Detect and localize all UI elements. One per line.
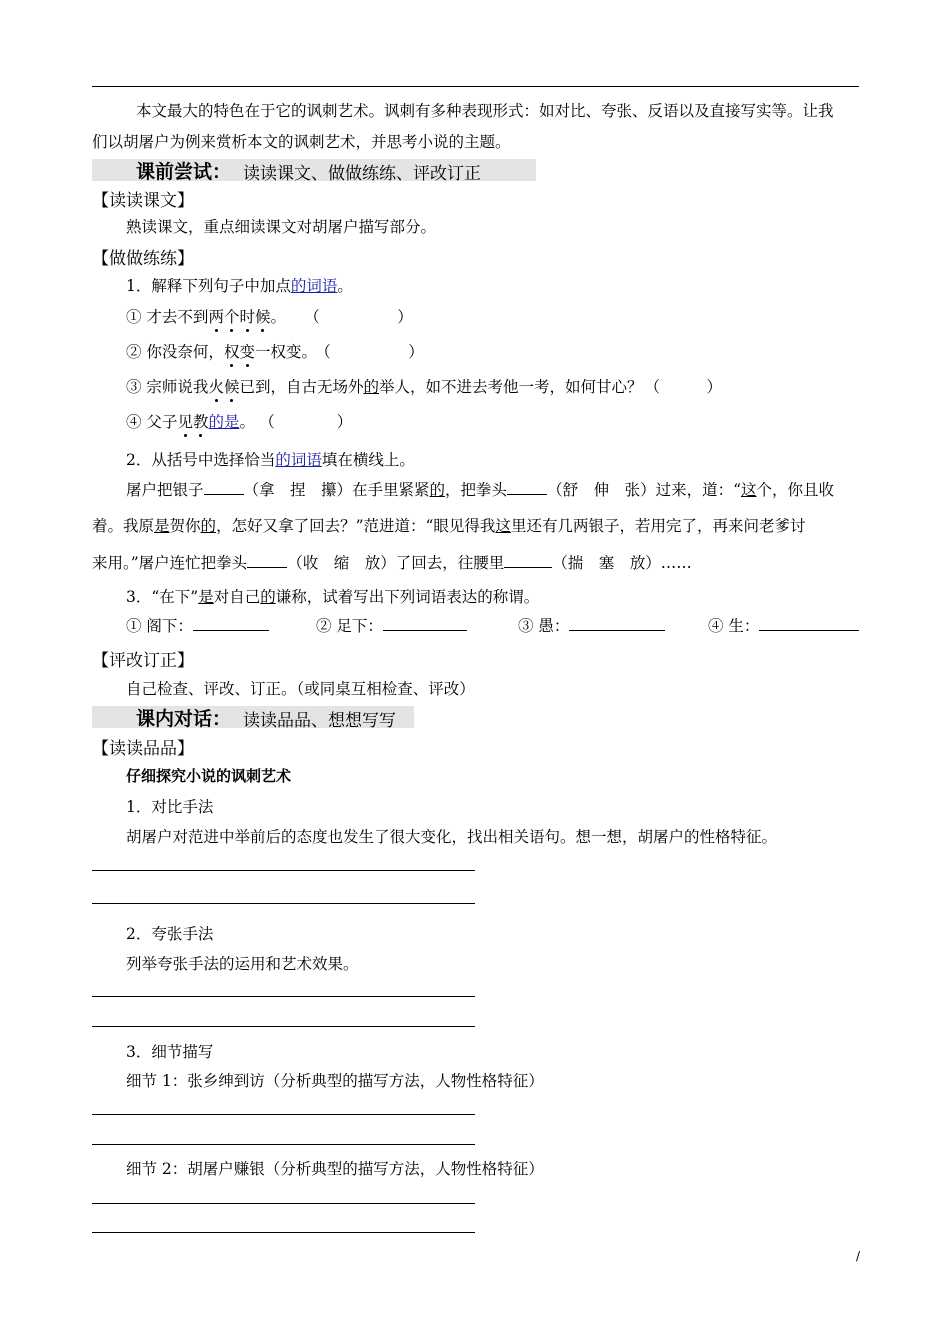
sentence-4: [126, 410, 352, 432]
section-subtitle: 读读品品、想想写写: [243, 711, 396, 731]
s4-end: 。: [239, 413, 255, 431]
sentence-1: [126, 305, 413, 327]
intro-line-2: 们以胡屠户为例来赏析本文的讽刺艺术，并思考小说的主题。: [92, 133, 511, 151]
item-exaggeration-body: 列举夸张手法的运用和艺术效果。: [126, 955, 359, 973]
s2-end: 一权变。: [254, 343, 317, 361]
fill-blank[interactable]: [569, 630, 665, 631]
answer-paren: （ ）: [312, 308, 413, 326]
dotted-char: 个: [224, 305, 240, 327]
q3-b: 对自己: [213, 588, 261, 606]
q2l2-b: 贺你: [169, 517, 201, 535]
appreciate-heading: 【读读品品】: [92, 739, 194, 759]
answer-paren: （ ）: [322, 343, 424, 361]
dotted-char: 时: [239, 305, 255, 327]
answer-line[interactable]: [92, 870, 475, 871]
underlined-char: 是: [154, 517, 170, 535]
underlined-char: 的: [363, 378, 379, 396]
q3-item-label: ① 阁下：: [126, 617, 193, 635]
section-subtitle: 读读课文、做做练练、评改订正: [243, 164, 481, 184]
detail-1: 细节 1：张乡绅到访（分析典型的描写方法，人物性格特征）: [126, 1072, 544, 1090]
intro-line-1: 本文最大的特色在于它的讽刺艺术。讽刺有多种表现形式：如对比、夸张、反语以及直接写实等。让我: [136, 102, 834, 120]
fill-blank[interactable]: [507, 494, 547, 495]
fill-blank[interactable]: [383, 630, 467, 631]
answer-line[interactable]: [92, 903, 475, 904]
section-header-in-class: [92, 706, 414, 731]
item-contrast: 1．对比手法: [126, 798, 214, 816]
q3-item-label: ④ 生：: [708, 617, 760, 635]
fill-blank[interactable]: [759, 630, 859, 631]
answer-line[interactable]: [92, 1232, 475, 1233]
fill-blank[interactable]: [193, 630, 269, 631]
item-detail: 3．细节描写: [126, 1043, 214, 1061]
sentence-3: [126, 375, 722, 397]
dotted-char: 候: [224, 375, 240, 397]
q2l1-b: （拿 捏 攥）在手里紧紧: [243, 481, 430, 499]
q3-item-2: [316, 614, 467, 636]
s1-end: 。: [270, 308, 287, 326]
answer-line[interactable]: [92, 1114, 475, 1115]
q2-line-2: [92, 514, 805, 536]
section-header-pre-class: [92, 159, 536, 184]
s4-text: ④ 父子: [126, 413, 178, 431]
sentence-2: [126, 340, 424, 362]
q1-suffix: 。: [337, 277, 353, 295]
q2l3-a: 来用。”屠户连忙把拳头: [92, 554, 248, 572]
q2l1-a: 屠户把银子: [126, 481, 204, 499]
fill-blank[interactable]: [204, 494, 244, 495]
answer-paren: （ ）: [644, 378, 723, 396]
question-1: [126, 274, 353, 296]
q2-suffix: 填在横线上。: [321, 451, 415, 469]
dotted-char: 权: [224, 340, 240, 362]
q3-item-label: ② 足下：: [316, 617, 383, 635]
section-title: 课内对话：: [136, 708, 232, 730]
q2l3-c: （揣 塞 放）……: [552, 554, 692, 572]
underlined-char: 的: [200, 517, 217, 535]
read-text-heading: 【读读课文】: [92, 191, 194, 211]
item-contrast-body: 胡屠户对范进中举前后的态度也发生了很大变化，找出相关语句。想一想，胡屠户的性格特征。: [126, 828, 778, 846]
s3-mid: 已到，自古无场外: [239, 378, 364, 396]
q3-item-1: [126, 614, 269, 636]
q2l2-a: 着。我原: [92, 517, 155, 535]
dotted-char: 火: [208, 375, 224, 397]
q2l1-c: ，把拳头: [445, 481, 508, 499]
q2l1-d: （舒 伸 张）过来，道：“: [547, 481, 741, 499]
s2-text: ② 你没奈何，: [126, 343, 224, 361]
detail-2: 细节 2：胡屠户赚银（分析典型的描写方法，人物性格特征）: [126, 1160, 544, 1178]
q3-a: 3．“在下”: [126, 588, 199, 606]
fill-blank[interactable]: [247, 567, 287, 568]
appreciate-subtitle: 仔细探究小说的讽刺艺术: [126, 767, 292, 785]
answer-line[interactable]: [92, 996, 475, 997]
dotted-char: 见: [177, 410, 193, 432]
answer-paren: （ ）: [267, 413, 353, 431]
q2l2-c: ，怎好又拿了回去？”范进道：“眼见得我: [216, 517, 496, 535]
dotted-char: 变: [239, 340, 255, 362]
answer-line[interactable]: [92, 1026, 475, 1027]
q1-link[interactable]: 的词语: [290, 277, 338, 295]
practice-heading: 【做做练练】: [92, 249, 194, 269]
q2-line-1: [126, 478, 834, 500]
read-text-body: 熟读课文，重点细读课文对胡屠户描写部分。: [126, 218, 437, 236]
underlined-char: 是: [198, 588, 214, 606]
q2l1-e: 个，你且收: [756, 481, 835, 499]
dotted-char: 教: [193, 410, 209, 432]
q2-line-3: [92, 551, 692, 573]
s3-end: 举人，如不进去考他一考，如何甘心？: [379, 378, 643, 396]
q1-prefix: 1．解释下列句子中加点: [126, 277, 291, 295]
underlined-char: 这: [495, 517, 511, 535]
q3-item-4: [708, 614, 859, 636]
s4-link[interactable]: 的是: [208, 413, 240, 431]
answer-line[interactable]: [92, 1203, 475, 1204]
dotted-char: 候: [255, 305, 271, 327]
underlined-char: 的: [429, 481, 446, 499]
q3-item-3: [518, 614, 665, 636]
q2l3-b: （收 缩 放）了回去，往腰里: [287, 554, 505, 572]
s1-text: ① 才去不到: [126, 308, 209, 326]
review-heading: 【评改订正】: [92, 651, 194, 671]
q2-prefix: 2．从括号中选择恰当: [126, 451, 276, 469]
q3-c: 谦称，试着写出下列词语表达的称谓。: [275, 588, 540, 606]
question-2: [126, 448, 415, 470]
review-body: 自己检查、评改、订正。（或同桌互相检查、评改）: [126, 680, 475, 698]
s3-text: ③ 宗师说我: [126, 378, 209, 396]
question-3: [126, 585, 539, 607]
underlined-char: 的: [260, 588, 276, 606]
fill-blank[interactable]: [504, 567, 552, 568]
q2l2-d: 里还有几两银子，若用完了，再来问老爹讨: [510, 517, 806, 535]
underlined-char: 这: [741, 481, 757, 499]
q3-item-label: ③ 愚：: [518, 617, 570, 635]
dotted-char: 两: [208, 305, 224, 327]
item-exaggeration: 2．夸张手法: [126, 925, 214, 943]
page-mark: /: [856, 1249, 861, 1263]
q2-link[interactable]: 的词语: [275, 451, 322, 469]
header-rule: [92, 86, 859, 87]
section-title: 课前尝试：: [136, 161, 232, 183]
answer-line[interactable]: [92, 1144, 475, 1145]
